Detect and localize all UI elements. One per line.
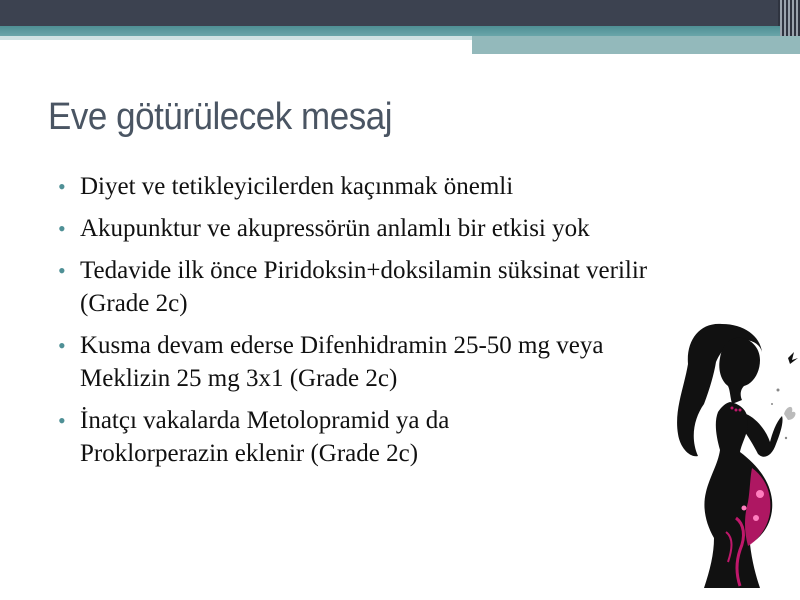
bullet-item (58, 212, 750, 245)
pregnant-woman-silhouette-icon (660, 318, 800, 590)
bullet-item (58, 404, 560, 470)
necklace-dot (731, 407, 734, 410)
sparkle-dot (777, 389, 780, 392)
dot-pattern (756, 490, 764, 498)
arm-shape (742, 414, 783, 457)
teal-accent-line-light (0, 36, 472, 40)
bullet-text: Diyet ve tetikleyicilerden kaçınmak önemli (80, 173, 514, 200)
sparkle-dot (771, 403, 773, 405)
bullet-dot-icon: • (58, 258, 66, 283)
teal-accent-block (472, 36, 800, 54)
dot-pattern (753, 515, 759, 521)
head-shape (719, 338, 760, 404)
bullet-dot-icon: • (58, 216, 66, 241)
bullet-dot-icon: • (58, 408, 66, 433)
bullet-text: Tedavide ilk önce Piridoksin+doksilamin süksinat verilir (Grade 2c) (80, 257, 648, 317)
sparkle-dot (785, 437, 787, 439)
dot-pattern (742, 506, 747, 511)
bullet-dot-icon: • (58, 333, 66, 358)
butterfly-icon (784, 407, 795, 420)
bullet-text: İnatçı vakalarda Metolopramid ya da Proklorperazin eklenir (Grade 2c) (80, 407, 450, 467)
bullet-item (58, 254, 720, 320)
header-bar (0, 0, 780, 26)
bullet-item (58, 329, 680, 395)
bullet-text: Kusma devam ederse Difenhidramin 25-50 mg veya Meklizin 25 mg 3x1 (Grade 2c) (80, 332, 604, 392)
slide-title: Eve götürülecek mesaj (48, 96, 393, 138)
bullet-text: Akupunktur ve akupressörün anlamlı bir etkisi yok (80, 215, 590, 242)
necklace-dot (735, 409, 738, 412)
necklace-dot (739, 409, 742, 412)
bullet-item (58, 170, 740, 203)
bullet-dot-icon: • (58, 174, 66, 199)
teal-accent-line (0, 26, 780, 36)
butterfly-icon (788, 352, 798, 364)
bullet-list (58, 170, 738, 479)
